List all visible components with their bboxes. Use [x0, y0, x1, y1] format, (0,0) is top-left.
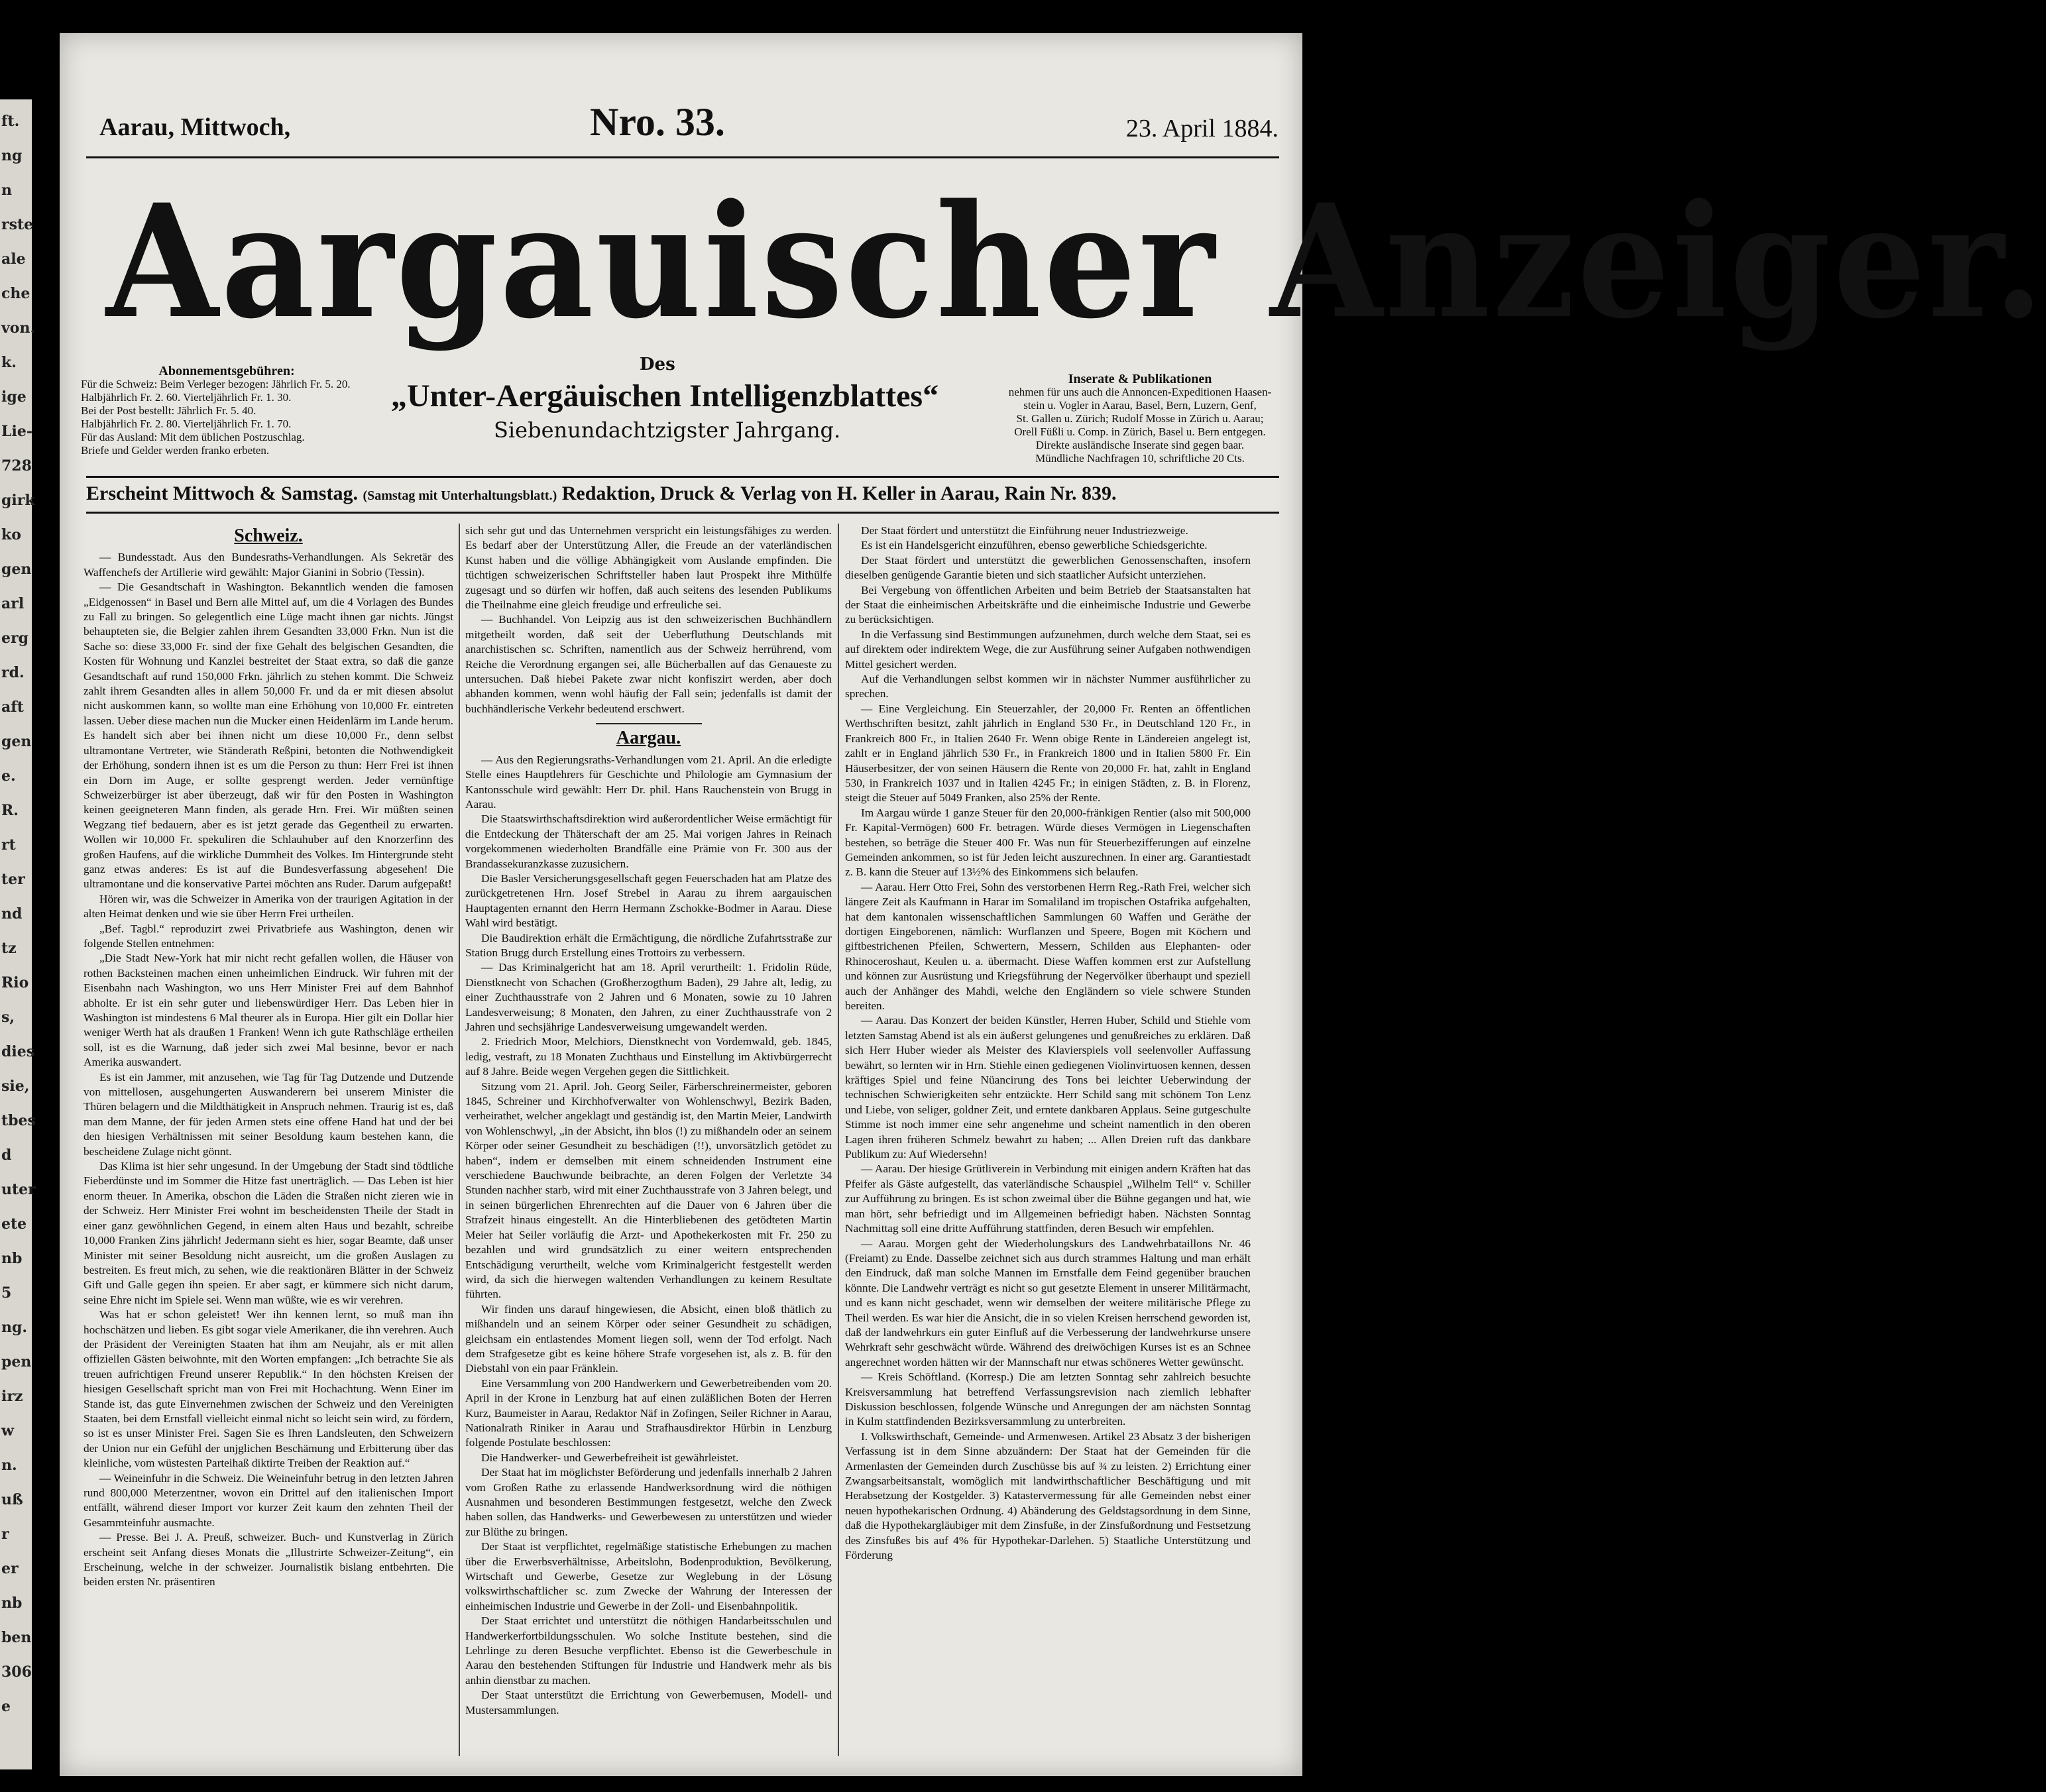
article-paragraph: — Aarau. Morgen geht der Wiederholungskurs des Landwehrbataillons Nr. 46 (Freiamt) zu Ende. Dasselbe zeichnet sich aus durch strammes Haltung und man erhält den Eindruck, daß man solche Mannen im Ernstfalle dem Feind gegenüber brauchen könnte. Die Landwehr verträgt es nicht so gut gesetzte Element in unserer Militärmacht, und es kann nicht geschadet, wenn wir demselben der weitere militärische Pflege zu Theil werden. Es war hier die Ansicht, die in so vielen Kreisen herrschend geworden ist, daß der landwehrkurs ein guter Einfluß auf die Verbesserung der landwehrkurse unsere Wehrkraft sehr geschwächt würde. Während des dreiwöchigen Kurses ist es an Schnee angerechnet worden hätten wir der Mannschaft nur etwas schöneres Wetter gewünscht. [845, 1237, 1251, 1369]
date-left: Aarau, Mittwoch, [99, 113, 291, 141]
prev-page-fragment: s, [1, 1009, 15, 1026]
masthead-title: Aargauischer Anzeiger. [106, 170, 2046, 353]
article-paragraph: Die Staatswirthschaftsdirektion wird außerordentlicher Weise ermächtigt für die Entdeckung der Thäterschaft der am 25. Mai vorigen Jahres in Reinach vorgekommenen wiederholten Brandfälle eine Prämie von Fr. 300 aus der Brandassekuranzkasse zuzusichern. [465, 812, 832, 870]
prev-page-fragment: irz [1, 1388, 23, 1405]
article-paragraph: I. Volkswirthschaft, Gemeinde- und Armenwesen. Artikel 23 Absatz 3 der bisherigen Verfassung ist in dem Sinne abzuändern: Der Staat hat der Gemeinden für die Armenlasten der Gemeinden durch Zuschüsse bis auf ¾ zu leisten. 2) Errichtung einer Zwangsarbeitsanstalt, womöglich mit landwirthschaftlicher Beschäftigung und mit Herabsetzung der Kostgelder. 3) Katastervermessung für alle Gemeinden nebst einer neuen hypothekarischen Ordnung. 4) Abänderung des Geldstagsordnung in dem Sinne, daß die Hypothekargläubiger mit dem Zinsfuße, in der Zinsfußordnung und Festsetzung des Zinsfußes bis auf 4% für Hypothekar-Darlehen. 5) Staatliche Unterstützung und Förderung [845, 1429, 1251, 1562]
article-paragraph: — Aarau. Der hiesige Grütliverein in Verbindung mit einigen andern Kräften hat das Pfeifer als Gäste aufgestellt, das vaterländische Schauspiel „Wilhelm Tell“ v. Schiller zur Aufführung zu bringen. Es ist schon zweimal über die Bühne gegangen und hat, wie man hört, sehr befriedigt und im Allgemeinen befriedigt haben. Nächsten Sonntag Nachmittag soll eine dritte Aufführung stattfinden, deren Besuch wir empfehlen. [845, 1162, 1251, 1235]
prev-page-fragment: girk [1, 492, 35, 509]
prev-page-fragment: r [1, 1526, 9, 1543]
article-paragraph: — Das Kriminalgericht hat am 18. April verurtheilt: 1. Fridolin Rüde, Dienstknecht von Schachen (Großherzogthum Baden), 29 Jahre alt, ledig, zu einer Zuchthausstrafe von 2 Jahren und 6 Monaten, sowie zu 10 Jahren Landesverweisung; 8 Monaten, den Jahren, zu einer Zuchthausstrafe von 2 Jahren und sechsjährige Landesverweisung umgewandelt werden. [465, 961, 832, 1033]
section-heading-aargau: Aargau. [616, 728, 681, 749]
article-paragraph: Auf die Verhandlungen selbst kommen wir in nächster Nummer ausführlicher zu sprechen. [845, 673, 1251, 700]
article-paragraph: Sitzung vom 21. April. Joh. Georg Seiler, Färberschreinermeister, geboren 1845, Schreiner und Kirchhofverwalter von Wohlenschwyl, Bezirk Baden, verheirathet, welcher angeklagt und geständig ist, den Martin Meier, Landwirth von Wohlenschwyl, „in der Absicht, ihn blos (!) zu mißhandeln oder an seinem Körper oder seiner Gesundheit zu beschädigen (!!), unvorsätzlich getödet zu haben“, indem er demselben mit einem schneidenden Instrument eine verschiedene Bauchwunde beibrachte, an deren Folgen der Verletzte 34 Stunden nachher starb, wird mit einer Zuchthausstrafe von 3 Jahren belegt, und in seinen bürgerlichen Ehrenrechten auf die Dauer von 6 Jahren über die Strafzeit hinaus eingestellt. An die Hinterbliebenen des getödteten Martin Meier hat Seiler vorläufig die Arzt- und Apothekerkosten mit Fr. 250 zu bezahlen und wird grundsätzlich zu einer weitern entsprechenden Entschädigung verurtheilt, welche vom Kriminalgericht festgestellt werden wird, da sich die hierwegen waltenden Verhandlungen zu keinem Resultate führten. [465, 1080, 832, 1301]
prev-page-fragment: ng [1, 147, 23, 164]
article-paragraph: In die Verfassung sind Bestimmungen aufzunehmen, durch welche dem Staat, sei es auf direktem oder indirektem Wege, die zur Ausführung seiner Aufgaben nothwendigen Mittel gesichert werden. [845, 628, 1251, 671]
prev-page-fragment: R. [1, 802, 19, 819]
article-paragraph: Der Staat errichtet und unterstützt die nöthigen Handarbeitsschulen und Handwerkerfortbildungsschulen. Wo solche Institute bestehen, sind die Lehrlinge zu deren Besuche verpflichtet. Ebenso ist die Gewerbeschule in Aarau den bestehenden Stiftungen für Industrie und Handwerk mehr als bis anhin dienstbar zu machen. [465, 1614, 832, 1687]
article-paragraph: — Aarau. Herr Otto Frei, Sohn des verstorbenen Herrn Reg.-Rath Frei, welcher sich längere Zeit als Kaufmann in Harar im Somaliland im tropischen Ostafrika aufgehalten, hat dem kantonalen wissenschaftlichen Sammlungen 60 Waffen und Geräthe der dortigen Eingeborenen, nämlich: Wurflanzen und Speere, Bogen mit Köchern und giftbestrichenen Pfeilen, Schwertern, Messern, Schilden aus Elephanten- oder Rhinoceroshaut, Keulen u. a. übermacht. Diese Waffen kommen erst zur Aufstellung und können zur Ausrüstung und Kriegsführung der Negervölker überhaupt und speziell auch der Anhänger des Mahdi, welche den Engländern so viele schwere Stunden bereiten. [845, 880, 1251, 1012]
volume-line: Siebenundachtzigster Jahrgang. [494, 418, 841, 443]
prev-page-fragment: er [1, 1560, 19, 1577]
previous-page-edge [0, 99, 36, 1769]
article-paragraph: Der Staat fördert und unterstützt die Einführung neuer Industriezweige. [861, 524, 1188, 537]
prev-page-fragment: ng. [1, 1319, 28, 1336]
prev-page-fragment: uß [1, 1491, 23, 1508]
advertising-line: Orell Füßli u. Comp. in Zürich, Basel u. Bern entgegen. [1014, 425, 1266, 438]
publisher-imprint: Redaktion, Druck & Verlag von H. Keller in Aarau, Rain Nr. 839. [561, 482, 1117, 504]
article-paragraph: — Buchhandel. Von Leipzig aus ist den schweizerischen Buchhändlern mitgetheilt worden, daß seit der Ueberfluthung Deutschlands mit anarchistischen sc. Schriften, namentlich aus der Schweiz herrührend, vom Reiche die Verordnung ergangen sei, alle Bücherballen auf das Genaueste zu untersuchen. Daß hiebei Pakete zwar nicht konfiszirt werden, aber doch abhanden kommen, wenn wohl häufig der Fall sein; jedenfalls ist damit der buchhändlerische Verkehr bedeutend erschwert. [465, 613, 832, 715]
prev-page-fragment: nb [1, 1595, 23, 1612]
prev-page-fragment: e. [1, 767, 16, 785]
prev-page-fragment: 5 [1, 1284, 12, 1302]
prev-page-fragment: che [1, 285, 30, 302]
prev-page-fragment: tbes [1, 1112, 36, 1129]
article-paragraph: Es ist ein Jammer, mit anzusehen, wie Tag für Tag Dutzende und Dutzende von mittellosen, ausgehungerten Auswanderern bei unserem Minister die Thüren belagern und die Mildthätigkeit in Anspruch nehmen. Traurig ist es, daß man dem Manne, der für jeden Armen stets eine offene Hand hat und der bei den hiesigen Verhältnissen mit seiner Besoldung kaum bestehen kann, die bescheidene Zulage nicht gönnt. [84, 1070, 453, 1158]
date-right: 23. April 1884. [1125, 115, 1279, 142]
publisher-rule-bottom [86, 512, 1279, 514]
prev-page-fragment: ete [1, 1215, 27, 1233]
subscription-box [81, 364, 372, 457]
advertising-line: Direkte ausländische Inserate sind gegen baar. [1035, 439, 1245, 451]
prev-page-fragment: 306 [1, 1663, 32, 1681]
subscription-line: Bei der Post bestellt: Jährlich Fr. 5. 40. [81, 404, 256, 417]
prev-page-fragment: ale [1, 251, 26, 268]
section-heading-schweiz: Schweiz. [234, 526, 303, 546]
article-paragraph: — Presse. Bei J. A. Preuß, schweizer. Buch- und Kunstverlag in Zürich erscheint seit Anfang dieses Monats die „Illustrirte Schweizer-Zeitung“, ein Erscheinung, welche in der schweizer. Journalistik bislang entbehrten. Die beiden ersten Nr. präsentiren [84, 1531, 453, 1589]
article-paragraph: — Bundesstadt. Aus den Bundesraths-Verhandlungen. Als Sekretär des Waffenchefs der Artillerie wird gewählt: Major Gianini in Sobrio (Tessin). [84, 551, 453, 579]
subscription-line: Halbjährlich Fr. 2. 60. Vierteljährlich Fr. 1. 30. [81, 391, 292, 404]
prev-page-fragment: rste [1, 216, 34, 233]
article-paragraph: — Aus den Regierungsraths-Verhandlungen vom 21. April. An die erledigte Stelle eines Hauptlehrers für Geschichte und Philologie am Gymnasium der Kantonsschule wird gewählt: Herr Dr. phil. Hans Rauchenstein von Brugg in Aarau. [465, 753, 832, 811]
article-paragraph: — Kreis Schöftland. (Korresp.) Die am letzten Sonntag sehr zahlreich besuchte Kreisversammlung hat betreffend Verfassungsrevision nach ziemlich lebhafter Diskussion beschlossen, folgende Wünsche und Anregungen der am nächsten Sonntag in Kulm stattfindenden Bezirksversammlung zu unterbreiten. [845, 1371, 1251, 1428]
article-paragraph: Eine Versammlung von 200 Handwerkern und Gewerbetreibenden vom 20. April in der Krone in Lenzburg hat auf einen zuläßlichen Boten der Herren Kurz, Baumeister in Aarau, Redaktor Näf in Zofingen, Seiler Richner in Aarau, Nationalrath Riniker in Aarau und Strafhausdirektor Hürbin in Lenzburg folgende Postulate beschlossen: [465, 1376, 832, 1449]
article-paragraph: — Die Gesandtschaft in Washington. Bekanntlich wenden die famosen „Eidgenossen“ in Basel und Bern alle Mittel auf, um die 4 Vorlagen des Bundes zu Fall zu bringen. So gelegentlich eine Lüge macht ihnen gar nichts. Jüngst behaupteten sie, die Belgier zahlen ihrem Gesandten 33,000 Frkn. Nun ist die Sache so: diese 33,000 Fr. sind der fixe Gehalt des belgischen Gesandten, die Kosten für Wohnung und Kanzlei bestreitet der Staat extra, so daß die ganze Gesandtschaft auf rund 150,000 Frkn. jährlich zu stehen kommt. Die Schweiz zahlt ihrem Gesandten alles in allem 50,000 Fr. und da er mit diesen absolut nicht auskommen kann, so wollte man eine Erhöhung von 10,000 Fr. eintreten lassen. Ueber diese machen nun die Mucker einen Heidenlärm im Lande herum. Es handelt sich aber bei ihnen nicht um diese 10,000 Fr., denn selbst ultramontane Vertreter, wie Ständerath Reßpini, betonten die Nothwendigkeit der Erhöhung, sondern ihnen ist es um die Person zu thun: Herr Frei ist ihnen ein Dorn im Auge, er sollte gesprengt werden. Jeder vernünftige Schweizerbürger ist aber überzeugt, daß wir für den Posten in Washington keinen geeigneteren Mann finden, als gerade Hrn. Frei. Wir müßten seinen Wegzang tief bedauern, aber es ist jetzt gerade das Gegentheil zu erwarten. Wollen wir 10,000 Fr. spekuliren die Schlauhuber auf den Knorzerfinn des großen Haufens, auf die wirkliche Dummheit des Volkes. Im Hintergrunde steht ganz etwas anderes: Es ist auf die Bundesverfassung abgesehen! Die ultramontane und die konservative Partei möchten ans Ruder. Darum aufgepaßt! [84, 581, 453, 891]
issue-number: Nro. 33. [590, 100, 725, 144]
prev-page-fragment: ko [1, 526, 21, 543]
article-paragraph: Der Staat unterstützt die Errichtung von Gewerbemusen, Modell- und Mustersammlungen. [465, 1689, 832, 1716]
article-paragraph: — Eine Vergleichung. Ein Steuerzahler, der 20,000 Fr. Renten an öffentlichen Werthschriften besitzt, zahlt jährlich in England 530 Fr., in Deutschland 120 Fr., in Frankreich 800 Fr., in Italien 2640 Fr. Wenn obige Rente in Ländereien angelegt ist, zahlt er in England jährlich 530 Fr., in Frankreich 1800 und in Italien 5800 Fr. Ein Häuserbesitzer, der von seinen Häusern die Rente von 20,000 Fr. hat, zahlt in England 530, in Frankreich 1037 und in Italien 4245 Fr.; in einigen Städten, z. B. in Florenz, steigt die Steuer auf 5049 Franken, also 25% der Rente. [845, 702, 1251, 805]
prev-page-fragment: n [1, 182, 12, 199]
prev-page-fragment: rd. [1, 664, 25, 681]
prev-page-fragment: Lie- [1, 423, 32, 440]
publication-line [86, 482, 1116, 505]
column-2 [465, 524, 832, 1756]
article-paragraph: Es ist ein Handelsgericht einzuführen, ebenso gewerbliche Schiedsgerichte. [861, 539, 1208, 552]
prev-page-fragment: ter [1, 871, 25, 888]
article-paragraph: Der Staat ist verpflichtet, regelmäßige statistische Erhebungen zu machen über die Erwerbsverhältnisse, Arbeitslohn, Bodenproduktion, Bevölkerung, Wirtschaft und Gewerbe, Gesetze zur Weglebung in der Lösung volkswirthschaftlicher sc. zum Zwecke der Wahrung der Interessen der einheimischen Industrie und Gewerbe in der Zoll- und Eisenbahnpolitik. [465, 1540, 832, 1612]
prev-page-fragment: Rio [1, 974, 29, 991]
prev-page-fragment: gen [1, 733, 32, 750]
header-rule [86, 156, 1279, 158]
article-paragraph: — Weineinfuhr in die Schweiz. Die Weineinfuhr betrug in den letzten Jahren rund 800,000 Meterzentner, wovon ein Drittel auf den italienischen Import entfällt, während dieser Import vor kurzer Zeit kaum den zehnten Theil der Gesammteinfuhr ausmachte. [84, 1471, 453, 1529]
column-3 [845, 524, 1251, 1756]
article-paragraph: Der Staat hat im möglichster Beförderung und jedenfalls innerhalb 2 Jahren vom Großen Rathe zu erlassende Handwerksordnung wird die nöthigen Ausnahmen und besonderen Bestimmungen festgesetzt, welche den Zweck haben sollen, das Handwerks- und Gewerbewesen zu unterstützen und wieder zur Blüthe zu bringen. [465, 1466, 832, 1538]
publication-days: Erscheint Mittwoch & Samstag. [86, 482, 358, 504]
article-paragraph: Wir finden uns darauf hingewiesen, die Absicht, einen bloß thätlich zu mißhandeln und an seinem Körper oder seiner Gesundheit zu schädigen, gleichsam ein entlastendes Moment liegen soll, wenn der Tod erfolgt. Nach dem Strafgesetze gibt es keine höhere Strafe vorgesehen ist, als z. B. für den Diebstahl von ein paar Fränklein. [465, 1302, 832, 1375]
article-paragraph: Die Baudirektion erhält die Ermächtigung, die nördliche Zufahrtsstraße zur Station Brugg durch Erstellung eines Trottoirs zu verbessern. [465, 931, 832, 959]
article-paragraph: Bei Vergebung von öffentlichen Arbeiten und beim Betrieb der Staatsanstalten hat der Staat die einheimischen Arbeitskräfte und die einheimische Industrie und Gewerbe zu berücksichtigen. [845, 583, 1251, 626]
prev-page-fragment: ben [1, 1629, 32, 1646]
prev-page-fragment: sie, [1, 1078, 30, 1095]
article-paragraph: — Aarau. Das Konzert der beiden Künstler, Herren Huber, Schild und Stiehle vom letzten Samstag Abend ist als ein äußerst gelungenes und genußreiches zu erklären. Daß sich Herr Huber wieder als Meister des Klavierspiels voll seelenvoller Auffassung bewährt, so lernten wir in Hrn. Stiehle einen gediegenen Violinvirtuosen kennen, dessen kräftiges Spiel und feine Nüancirung des Tons bei leichter Ueberwindung der technischen Schwierigkeiten sehr entzückte. Herr Schild sang mit schönem Ton Lenz und Liebe, von seliger, goldner Zeit, und erntete dankbaren Applaus. Seine gutgeschulte Stimme ist noch immer eine sehr angenehme und scheint namentlich in den oberen Lagen ihren früheren Schmelz bewahrt zu haben; ... Allen Dreien ruft das dankbare Publikum zu: Auf Wiedersehn! [845, 1014, 1251, 1161]
newspaper-page [60, 33, 2046, 1776]
prev-page-fragment: von. [1, 319, 36, 337]
subtitle: „Unter-Aergäuischen Intelligenzblattes“ [391, 378, 939, 414]
publication-supplement: (Samstag mit Unterhaltungsblatt.) [363, 488, 557, 503]
prev-page-fragment: ige [1, 388, 27, 406]
prev-page-fragment: gen [1, 561, 32, 578]
advertising-line: Mündliche Nachfragen 10, schriftliche 20 Cts. [1035, 452, 1245, 465]
article-paragraph: Die Basler Versicherungsgesellschaft gegen Feuerschaden hat am Platze des zurückgetretenen Hrn. Josef Strebel in Aarau zu ihrem aargauischen Hauptagenten ernannt den Herrn Hermann Zschokke-Bodmer in Aarau. Diese Wahl wird bestätigt. [465, 871, 832, 930]
prev-page-fragment: e [1, 1698, 11, 1715]
prev-page-fragment: erg [1, 630, 28, 647]
subtitle-des: Des [640, 355, 675, 374]
subscription-line: Für das Ausland: Mit dem üblichen Postzuschlag. [81, 431, 305, 443]
column-rule [459, 524, 460, 1756]
prev-page-fragment: n. [1, 1457, 17, 1474]
prev-page-fragment: w [1, 1422, 14, 1439]
prev-page-fragment: pen [1, 1353, 32, 1371]
prev-page-fragment: k. [1, 354, 17, 371]
subscription-line: Für die Schweiz: Beim Verleger bezogen: Jährlich Fr. 5. 20. [81, 378, 351, 390]
prev-page-fragment: tz [1, 940, 17, 957]
section-divider [596, 723, 702, 724]
prev-page-fragment: dies [1, 1043, 35, 1060]
subscription-heading: Abonnementsgebühren: [158, 364, 295, 378]
advertising-box [988, 372, 1292, 465]
prev-page-fragment: uter [1, 1181, 36, 1198]
prev-page-fragment: arl [1, 595, 25, 612]
subscription-line: Halbjährlich Fr. 2. 80. Vierteljährlich Fr. 1. 70. [81, 418, 292, 430]
article-paragraph: „Die Stadt New-York hat mir nicht recht gefallen wollen, die Häuser von rothen Backsteinen machen einen unheimlichen Eindruck. Wir fuhren mit der Eisenbahn nach Washington, wo uns Herr Minister Frei auf dem Bahnhof abholte. Er ist ein sehr guter und liebenswürdiger Herr. Das Leben hier in Washington ist mindestens 6 Mal theurer als in Europa. Hier gilt ein Dollar hier weniger Werth hat als draußen 1 Franken! Wenn ich gute Rathschläge ertheilen soll, ist es die Warnung, daß jeder sich zwei Mal besinne, bevor er nach Amerika auswandert. [84, 952, 453, 1069]
article-paragraph: Hören wir, was die Schweizer in Amerika von der traurigen Agitation in der alten Heimat denken und wie sie über Herrn Frei urtheilen. [84, 892, 453, 921]
column-rule [838, 524, 839, 1756]
prev-page-fragment: rt [1, 836, 16, 854]
article-paragraph: 2. Friedrich Moor, Melchiors, Dienstknecht von Vordemwald, geb. 1845, ledig, vestraft, zu 18 Monaten Zuchthaus und Einstellung im Aktivbürgerrecht auf 8 Jahre. Beide wegen Vergehen gegen die Sittlichkeit. [465, 1035, 832, 1078]
subscription-line: Briefe und Gelder werden franko erbeten. [81, 444, 270, 457]
article-paragraph: Der Staat fördert und unterstützt die gewerblichen Genossenschaften, insofern dieselben genügende Garantie bieten und sich staatlicher Aufsicht unterziehen. [845, 553, 1251, 582]
prev-page-fragment: 728 [1, 457, 32, 475]
prev-page-fragment: nd [1, 905, 23, 923]
article-paragraph: „Bef. Tagbl.“ reproduzirt zwei Privatbriefe aus Washington, denen wir folgende Stellen entnehmen: [84, 922, 453, 950]
advertising-line: St. Gallen u. Zürich; Rudolf Mosse in Zürich u. Aarau; [1016, 412, 1264, 425]
advertising-line: stein u. Vogler in Aarau, Basel, Bern, Luzern, Genf, [1023, 399, 1257, 412]
prev-page-fragment: d [1, 1147, 12, 1164]
article-paragraph: sich sehr gut und das Unternehmen verspricht ein leistungsfähiges zu werden. Es bedarf aber der Unterstützung Aller, die Freude an der vaterländischen Kunst haben und die völlige Abhängigkeit vom Auslande empfinden. Die tüchtigen schweizerischen Schriftsteller haben laut Prospekt ihre Mithülfe zugesagt und so dürfen wir hoffen, daß auch seitens des lesenden Publikums die Theilnahme eine gleich freudige und erfreuliche sei. [465, 524, 832, 612]
advertising-heading: Inserate & Publikationen [1068, 372, 1212, 386]
article-paragraph: Das Klima ist hier sehr ungesund. In der Umgebung der Stadt sind tödtliche Fieberdünste und im Sommer die Hitze fast unerträglich. — Das Leben ist hier enorm theuer. In Amerika, obschon die Läden die Straßen nicht zieren wie in der Schweiz. Herr Minister Frei wohnt im bescheidensten Theile der Stadt in einer ganz gewöhnlichen Gegend, in einem alten Haus und bezahlt, schreibe 10,000 Franken Zins jährlich! Jedermann sieht es hier, sogar Beamte, daß unser Minister mit seiner Besoldung nicht ausreicht, um die großen Auslagen zu bestreiten. Es freut mich, zu sehen, wie die reaktionären Blätter in der Schweiz Gift und Galle gegen ihn speien. Er aber sagt, er kümmere sich nicht darum, seine Ehre nicht im Spiele sei. Wenn man wüßte, wie es wir verehren. [84, 1160, 453, 1306]
article-paragraph: Die Handwerker- und Gewerbefreiheit ist gewährleistet. [481, 1451, 739, 1464]
prev-page-fragment: nb [1, 1250, 23, 1267]
column-1 [84, 524, 453, 1756]
article-paragraph: Was hat er schon geleistet! Wer ihn kennen lernt, so muß man ihn hochschätzen und lieben. Es gibt sogar viele Amerikaner, die ihn verehren. Auch der Präsident der Vereinigten Staaten hat ihm am Neujahr, als er mit allen offiziellen Gästen beiwohnte, mit den Worten empfangen: „Ich betrachte Sie als treuen aufrichtigen Freund unserer Republik.“ In den höchsten Kreisen der hiesigen Gesellschaft spricht man von Frei mit Hochachtung. Wenn Einer im Stande ist, das gute Einvernehmen zwischen der Schweiz und den Vereinigten Staaten, bei dem Ernstfall vielleicht einmal nicht so leicht sein wird, zu fördern, so ist es unser Minister Frei. Sagen Sie es Ihren Landsleuten, den Schweizern der Union nur ein Gefühl der unjglichen Beschämung und Erbitterung über das kleinliche, vom wüstesten Parteihaß diktirte Treiben der Reaktion auf.“ [84, 1308, 453, 1470]
advertising-line: nehmen für uns auch die Annoncen-Expeditionen Haasen- [1008, 386, 1272, 398]
article-paragraph: Im Aargau würde 1 ganze Steuer für den 20,000-fränkigen Rentier (also mit 500,000 Fr. Kapital-Vermögen) 600 Fr. betragen. Würde dieses Vermögen in Liegenschaften bestehen, so beträge die Steuer 400 Fr. Was nun für Steuerbezifferungen auf einzelne Gemeinden ankommen, so ist für Jeden leicht auszurechnen. In einer arg. Garantiestadt z. B. kann die Steuer auf 13½% des Einkommens sich belaufen. [845, 806, 1251, 879]
prev-page-fragment: ft. [1, 113, 20, 130]
publisher-rule-top [86, 476, 1279, 478]
prev-page-fragment: aft [1, 699, 24, 716]
